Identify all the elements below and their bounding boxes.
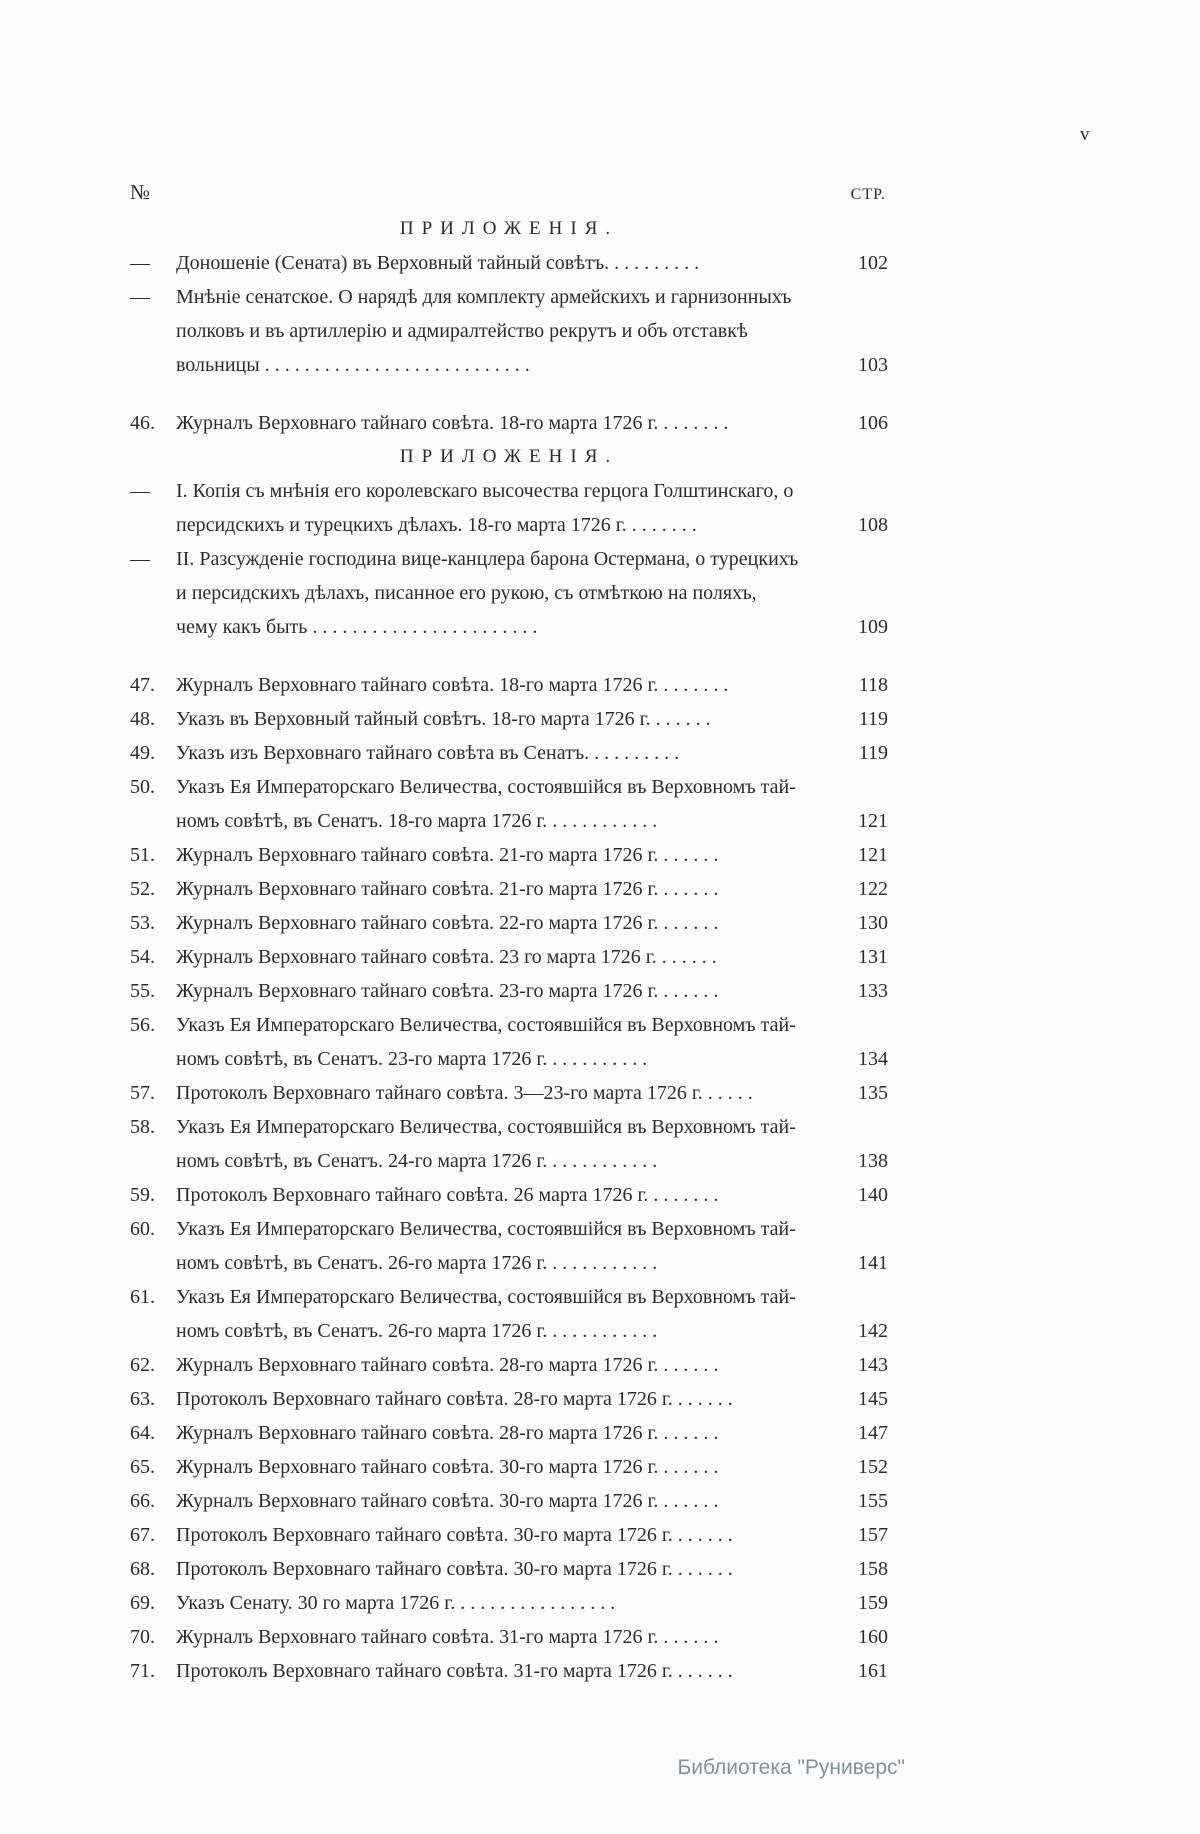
entry-number: 55.	[130, 980, 155, 1002]
toc-entry	[130, 1178, 888, 1212]
toc-entry	[130, 1280, 888, 1348]
toc-entry	[130, 1076, 888, 1110]
library-watermark: Библиотека "Руниверс"	[677, 1756, 905, 1779]
column-header-row	[130, 180, 886, 205]
toc-entry	[130, 1416, 888, 1450]
entry-page-number: 145	[858, 1388, 888, 1410]
entry-number: 70.	[130, 1626, 155, 1648]
column-header-number: №	[130, 180, 151, 204]
entry-title: Протоколъ Верховнаго тайнаго совѣта. 30-го марта 1726 г. . . . . . .	[176, 1558, 733, 1580]
entry-title: Указъ Ея Императорскаго Величества, состоявшійся въ Верховномъ тай- номъ совѣтѣ, въ Сенатъ. 26-го марта 1726 г. . . . . . . . . . . .	[176, 1286, 796, 1342]
entry-number: 69.	[130, 1592, 155, 1614]
entry-number: 68.	[130, 1558, 155, 1580]
toc-entry	[130, 1620, 888, 1654]
entry-number: 65.	[130, 1456, 155, 1478]
entry-title: Протоколъ Верховнаго тайнаго совѣта. 31-го марта 1726 г. . . . . . .	[176, 1660, 733, 1682]
entry-title: Журналъ Верховнаго тайнаго совѣта. 22-го марта 1726 г. . . . . . .	[176, 912, 719, 934]
toc-entry	[130, 940, 888, 974]
entry-page-number: 102	[858, 252, 888, 274]
toc-entry	[130, 1212, 888, 1280]
entry-page-number: 147	[858, 1422, 888, 1444]
toc-entry	[130, 1008, 888, 1076]
entry-page-number: 134	[858, 1048, 888, 1070]
entry-page-number: 159	[858, 1592, 888, 1614]
entry-page-number: 122	[858, 878, 888, 900]
toc-entry	[130, 1552, 888, 1586]
entry-number: 49.	[130, 742, 155, 764]
entry-page-number: 141	[858, 1252, 888, 1274]
toc-entry	[130, 474, 888, 542]
entry-title: Мнѣніе сенатское. О нарядѣ для комплекту армейскихъ и гарнизонныхъ полковъ и въ артиллерію и адмиралтейство рекрутъ и объ отставкѣ вольницы . . . . . . . . . . . . . . . . . . . . . . . . . . .	[176, 286, 792, 376]
entry-page-number: 140	[858, 1184, 888, 1206]
entry-number: 52.	[130, 878, 155, 900]
entry-page-number: 121	[858, 810, 888, 832]
toc-entry	[130, 1586, 888, 1620]
entry-number: 57.	[130, 1082, 155, 1104]
section-heading: ПРИЛОЖЕНІЯ.	[399, 218, 619, 239]
entry-page-number: 121	[858, 844, 888, 866]
entry-page-number: 119	[858, 708, 888, 730]
toc-entry	[130, 1450, 888, 1484]
entry-number: 58.	[130, 1116, 155, 1138]
toc-entry	[130, 736, 888, 770]
entry-title: Протоколъ Верховнаго тайнаго совѣта. 28-го марта 1726 г. . . . . . .	[176, 1388, 733, 1410]
entry-number: 67.	[130, 1524, 155, 1546]
entry-number: 46.	[130, 412, 155, 434]
entry-number: 60.	[130, 1218, 155, 1240]
toc-entry	[130, 1654, 888, 1688]
entry-number: 71.	[130, 1660, 155, 1682]
entry-page-number: 130	[858, 912, 888, 934]
entry-page-number: 138	[858, 1150, 888, 1172]
entry-title: Журналъ Верховнаго тайнаго совѣта. 18-го марта 1726 г. . . . . . . .	[176, 674, 729, 696]
toc-entry	[130, 1484, 888, 1518]
entry-number: 64.	[130, 1422, 155, 1444]
toc-entry	[130, 702, 888, 736]
entry-title: Указъ Ея Императорскаго Величества, состоявшійся въ Верховномъ тай- номъ совѣтѣ, въ Сенатъ. 18-го марта 1726 г. . . . . . . . . . . .	[176, 776, 796, 832]
entry-title: Указъ Сенату. 30 го марта 1726 г. . . . . . . . . . . . . . . . .	[176, 1592, 616, 1614]
entry-page-number: 157	[858, 1524, 888, 1546]
entry-page-number: 142	[858, 1320, 888, 1342]
entry-number: 61.	[130, 1286, 155, 1308]
entry-number: —	[130, 480, 150, 502]
entry-page-number: 143	[858, 1354, 888, 1376]
entry-number: 59.	[130, 1184, 155, 1206]
section-gap	[130, 644, 888, 668]
section-heading: ПРИЛОЖЕНІЯ.	[399, 446, 619, 467]
entry-page-number: 103	[858, 354, 888, 376]
entry-number: 54.	[130, 946, 155, 968]
entry-title: Журналъ Верховнаго тайнаго совѣта. 28-го марта 1726 г. . . . . . .	[176, 1354, 719, 1376]
entry-title: Протоколъ Верховнаго тайнаго совѣта. 26 марта 1726 г. . . . . . . .	[176, 1184, 719, 1206]
entry-title: Доношеніе (Сената) въ Верховный тайный совѣтъ. . . . . . . . . .	[176, 252, 700, 274]
toc-entry	[130, 838, 888, 872]
entry-number: 66.	[130, 1490, 155, 1512]
entry-number: 47.	[130, 674, 155, 696]
entry-number: 56.	[130, 1014, 155, 1036]
entry-number: 62.	[130, 1354, 155, 1376]
toc	[130, 212, 888, 1688]
entry-number: —	[130, 252, 150, 274]
toc-entry	[130, 1348, 888, 1382]
entry-page-number: 152	[858, 1456, 888, 1478]
entry-page-number: 109	[858, 616, 888, 638]
toc-entry	[130, 770, 888, 838]
toc-entry	[130, 246, 888, 280]
toc-entry	[130, 974, 888, 1008]
entry-page-number: 160	[858, 1626, 888, 1648]
entry-page-number: 158	[858, 1558, 888, 1580]
entry-title: Журналъ Верховнаго тайнаго совѣта. 21-го марта 1726 г. . . . . . .	[176, 844, 719, 866]
toc-entry	[130, 872, 888, 906]
entry-number: 51.	[130, 844, 155, 866]
entry-title: Журналъ Верховнаго тайнаго совѣта. 23 го марта 1726 г. . . . . . .	[176, 946, 717, 968]
entry-title: Журналъ Верховнаго тайнаго совѣта. 23-го марта 1726 г. . . . . . .	[176, 980, 719, 1002]
toc-entry	[130, 668, 888, 702]
entry-page-number: 131	[858, 946, 888, 968]
section-gap	[130, 382, 888, 406]
entry-title: Журналъ Верховнаго тайнаго совѣта. 30-го марта 1726 г. . . . . . .	[176, 1490, 719, 1512]
toc-entry	[130, 1518, 888, 1552]
entry-title: Протоколъ Верховнаго тайнаго совѣта. 3—23-го марта 1726 г. . . . . .	[176, 1082, 753, 1104]
toc-entry	[130, 1110, 888, 1178]
toc-entry	[130, 542, 888, 644]
entry-title: Указъ изъ Верховнаго тайнаго совѣта въ Сенатъ. . . . . . . . . .	[176, 742, 680, 764]
entry-title: Журналъ Верховнаго тайнаго совѣта. 31-го марта 1726 г. . . . . . .	[176, 1626, 719, 1648]
entry-title: Указъ Ея Императорскаго Величества, состоявшійся въ Верховномъ тай- номъ совѣтѣ, въ Сенатъ. 23-го марта 1726 г. . . . . . . . . . .	[176, 1014, 796, 1070]
entry-title: Журналъ Верховнаго тайнаго совѣта. 28-го марта 1726 г. . . . . . .	[176, 1422, 719, 1444]
toc-entry	[130, 406, 888, 440]
toc-entry	[130, 906, 888, 940]
entry-number: 50.	[130, 776, 155, 798]
entry-page-number: 135	[858, 1082, 888, 1104]
entry-number: —	[130, 548, 150, 570]
entry-page-number: 161	[858, 1660, 888, 1682]
entry-title: I. Копія съ мнѣнія его королевскаго высочества герцога Голштинскаго, о персидскихъ и турецкихъ дѣлахъ. 18-го марта 1726 г. . . . . . . .	[176, 480, 794, 536]
entry-page-number: 106	[858, 412, 888, 434]
toc-entry	[130, 280, 888, 382]
folio-page-number: v	[1080, 124, 1090, 145]
entry-page-number: 118	[858, 674, 888, 696]
entry-title: Указъ Ея Императорскаго Величества, состоявшійся въ Верховномъ тай- номъ совѣтѣ, въ Сенатъ. 26-го марта 1726 г. . . . . . . . . . . .	[176, 1218, 796, 1274]
entry-page-number: 119	[858, 742, 888, 764]
entry-title: Журналъ Верховнаго тайнаго совѣта. 30-го марта 1726 г. . . . . . .	[176, 1456, 719, 1478]
entry-title: II. Разсужденіе господина вице-канцлера барона Остермана, о турецкихъ и персидскихъ дѣлахъ, писанное его рукою, съ отмѣткою на поляхъ, чему какъ быть . . . . . . . . . . . . . . . . . . . . . . .	[176, 548, 799, 638]
toc-entry	[130, 1382, 888, 1416]
entry-title: Указъ въ Верховный тайный совѣтъ. 18-го марта 1726 г. . . . . . .	[176, 708, 711, 730]
entry-title: Журналъ Верховнаго тайнаго совѣта. 21-го марта 1726 г. . . . . . .	[176, 878, 719, 900]
entry-page-number: 108	[858, 514, 888, 536]
entry-page-number: 133	[858, 980, 888, 1002]
entry-page-number: 155	[858, 1490, 888, 1512]
entry-title: Указъ Ея Императорскаго Величества, состоявшійся въ Верховномъ тай- номъ совѣтѣ, въ Сенатъ. 24-го марта 1726 г. . . . . . . . . . . .	[176, 1116, 796, 1172]
entry-title: Журналъ Верховнаго тайнаго совѣта. 18-го марта 1726 г. . . . . . . .	[176, 412, 729, 434]
entry-number: 48.	[130, 708, 155, 730]
column-header-page: СТР.	[850, 186, 886, 203]
entry-number: 53.	[130, 912, 155, 934]
entry-number: —	[130, 286, 150, 308]
entry-title: Протоколъ Верховнаго тайнаго совѣта. 30-го марта 1726 г. . . . . . .	[176, 1524, 733, 1546]
entry-number: 63.	[130, 1388, 155, 1410]
